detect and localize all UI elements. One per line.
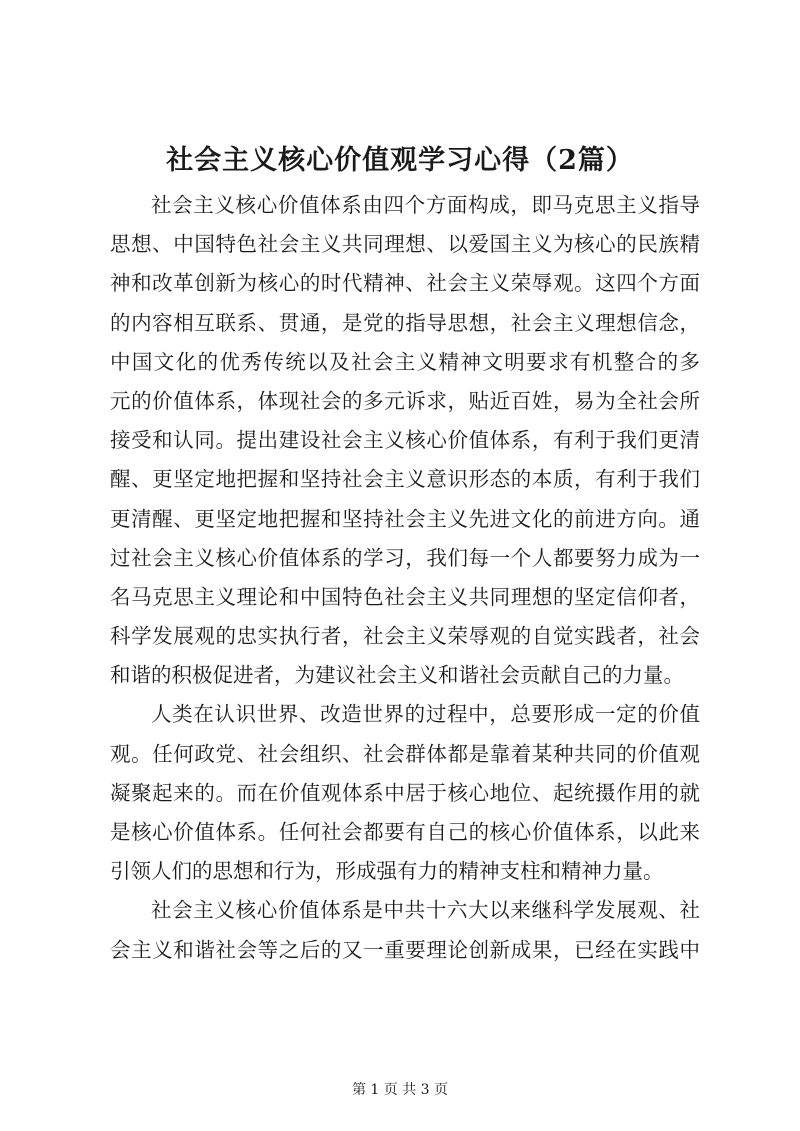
paragraph-2-line-4: 是核心价值体系。任何社会都要有自己的核心价值体系，以此来 xyxy=(110,820,700,844)
paragraph-1-line-9: 更清醒、更坚定地把握和坚持社会主义先进文化的前进方向。通 xyxy=(110,506,700,531)
paragraph-2-line-3: 凝聚起来的。而在价值观体系中居于核心地位、起统摄作用的就 xyxy=(110,780,700,805)
paragraph-1-line-13: 和谐的积极促进者，为建议社会主义和谐社会贡献自己的力量。 xyxy=(110,663,684,688)
paragraph-2-line-5: 引领人们的思想和行为，形成强有力的精神支柱和精神力量。 xyxy=(110,859,664,884)
paragraph-3-line-1: 社会主义核心价值体系是中共十六大以来继科学发展观、社 xyxy=(151,898,700,923)
page-number-footer: 第 1 页 共 3 页 xyxy=(351,1082,449,1098)
paragraph-1-line-11: 名马克思主义理论和中国特色社会主义共同理想的坚定信仰者， xyxy=(110,584,700,609)
document-title: 社会主义核心价值观学习心得（2篇） xyxy=(166,145,634,176)
paragraph-1-line-6: 元的价值体系，体现社会的多元诉求，贴近百姓，易为全社会所 xyxy=(110,388,700,413)
document-body xyxy=(110,186,700,970)
paragraph-2-line-2: 观。任何政党、社会组织、社会群体都是靠着某种共同的价值观 xyxy=(110,741,700,766)
paragraph-1-line-12: 科学发展观的忠实执行者，社会主义荣辱观的自觉实践者，社会 xyxy=(110,624,700,649)
paragraph-1-line-4: 的内容相互联系、贯通，是党的指导思想，社会主义理想信念， xyxy=(110,310,700,335)
paragraph-2-line-1: 人类在认识世界、改造世界的过程中，总要形成一定的价值 xyxy=(151,702,700,727)
paragraph-1-line-10: 过社会主义核心价值体系的学习，我们每一个人都要努力成为一 xyxy=(110,545,700,570)
paragraph-1-line-2: 思想、中国特色社会主义共同理想、以爱国主义为核心的民族精 xyxy=(110,232,700,257)
paragraph-3-line-2: 会主义和谐社会等之后的又一重要理论创新成果，已经在实践中 xyxy=(110,937,700,962)
paragraph-1-line-3: 神和改革创新为核心的时代精神、社会主义荣辱观。这四个方面 xyxy=(110,271,700,296)
paragraph-1-line-5: 中国文化的优秀传统以及社会主义精神文明要求有机整合的多 xyxy=(110,349,700,374)
paragraph-1-line-8: 醒、更坚定地把握和坚持社会主义意识形态的本质，有利于我们 xyxy=(110,467,700,492)
paragraph-1-line-7: 接受和认同。提出建设社会主义核心价值体系，有利于我们更清 xyxy=(110,428,700,453)
paragraph-1-line-1: 社会主义核心价值体系由四个方面构成，即马克思主义指导 xyxy=(151,193,700,217)
